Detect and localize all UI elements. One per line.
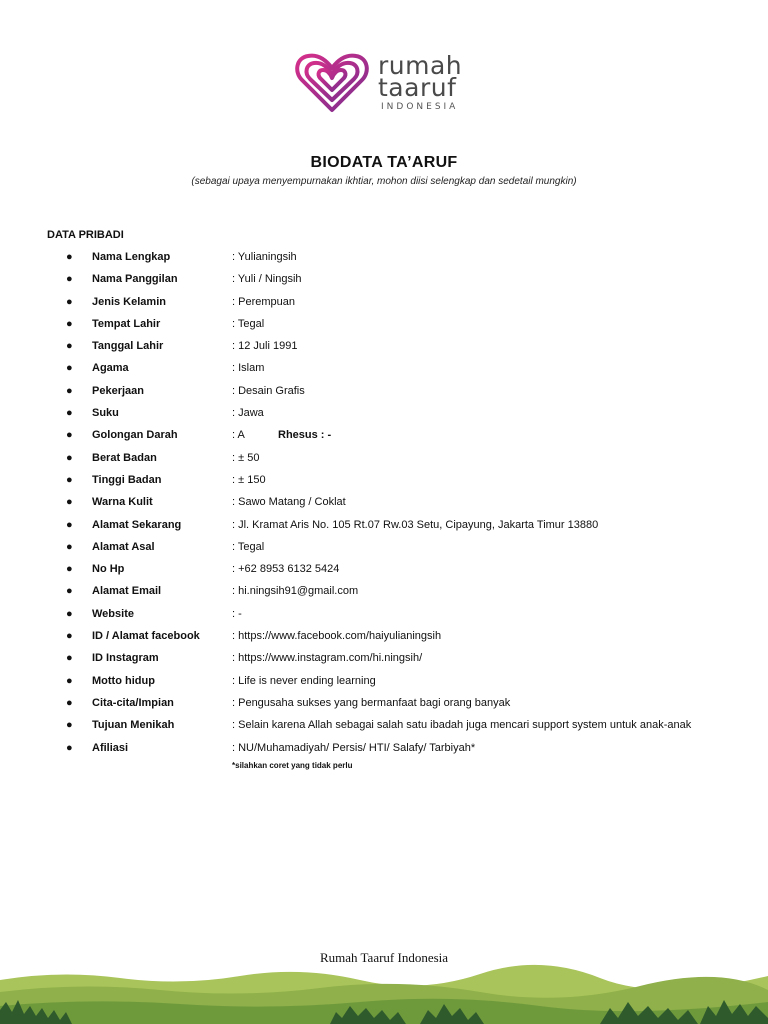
- bullet-icon: ●: [66, 585, 73, 598]
- bullet-icon: ●: [66, 741, 73, 754]
- logo: [294, 52, 462, 114]
- bullet-icon: ●: [66, 674, 73, 687]
- field-label: Pekerjaan: [92, 384, 144, 397]
- biodata-row: [0, 536, 768, 558]
- bullet-icon: ●: [66, 496, 73, 509]
- biodata-row: [0, 558, 768, 580]
- field-label: Tempat Lahir: [92, 317, 161, 330]
- field-value: : +62 8953 6132 5424: [232, 563, 340, 576]
- field-label: Tanggal Lahir: [92, 340, 164, 353]
- bullet-icon: ●: [66, 295, 73, 308]
- field-label: ID / Alamat facebook: [92, 630, 200, 643]
- strike-note: *silahkan coret yang tidak perlu: [232, 761, 353, 770]
- field-label: ID Instagram: [92, 652, 159, 665]
- document-title: BIODATA TA’ARUF: [310, 154, 458, 171]
- bullet-icon: ●: [66, 362, 73, 375]
- field-value: : -: [232, 607, 242, 620]
- field-value: : Islam: [232, 362, 265, 375]
- field-value: : NU/Muhamadiyah/ Persis/ HTI/ Salafy/ Tarbiyah*: [232, 741, 476, 754]
- document-subtitle: (sebagai upaya menyempurnakan ikhtiar, mohon diisi selengkap dan sedetail mungkin): [191, 176, 577, 187]
- field-value: : Yulianingsih: [232, 251, 297, 263]
- field-label: Alamat Email: [92, 585, 162, 598]
- field-value: : Jl. Kramat Aris No. 105 Rt.07 Rw.03 Setu, Cipayung, Jakarta Timur 13880: [232, 518, 599, 531]
- footer-text: Rumah Taaruf Indonesia: [319, 950, 449, 965]
- field-label: Tinggi Badan: [92, 473, 162, 486]
- field-value: : https://www.instagram.com/hi.ningsih/: [232, 652, 423, 665]
- biodata-row: [0, 402, 768, 424]
- biodata-list: [0, 246, 768, 759]
- biodata-row: [0, 469, 768, 491]
- biodata-row: [0, 714, 768, 736]
- biodata-row: [0, 246, 768, 268]
- biodata-row: [0, 380, 768, 402]
- bullet-icon: ●: [66, 719, 73, 732]
- field-label: Website: [92, 607, 134, 620]
- field-value: : Sawo Matang / Coklat: [232, 496, 346, 509]
- field-label: Afiliasi: [92, 741, 129, 754]
- field-value: : hi.ningsih91@gmail.com: [232, 585, 359, 598]
- bullet-icon: ●: [66, 563, 73, 576]
- field-value: : Desain Grafis: [232, 384, 305, 397]
- bullet-icon: ●: [66, 340, 73, 353]
- biodata-row: [0, 424, 768, 446]
- biodata-row: [0, 291, 768, 313]
- biodata-row: [0, 692, 768, 714]
- field-label: Golongan Darah: [92, 429, 178, 442]
- field-value: : https://www.facebook.com/haiyulianingsih: [232, 630, 442, 643]
- field-label: Tujuan Menikah: [92, 719, 175, 732]
- biodata-row: [0, 447, 768, 469]
- field-label: No Hp: [92, 563, 125, 576]
- field-label: Suku: [92, 407, 119, 420]
- field-value: : ± 50: [232, 451, 260, 464]
- biodata-row: [0, 737, 768, 759]
- biodata-row: [0, 335, 768, 357]
- field-value: : Selain karena Allah sebagai salah satu ibadah juga mencari support system untuk anak-anak: [232, 719, 692, 732]
- field-label: Warna Kulit: [92, 496, 153, 509]
- logo-subtext: INDONESIA: [381, 101, 459, 112]
- field-label: Alamat Asal: [92, 540, 155, 553]
- field-value: : Life is never ending learning: [232, 674, 376, 687]
- field-label: Jenis Kelamin: [92, 295, 166, 308]
- biodata-row: [0, 268, 768, 290]
- field-value: : A: [232, 429, 245, 442]
- field-label: Nama Panggilan: [92, 273, 178, 286]
- bullet-icon: ●: [66, 451, 73, 464]
- bullet-icon: ●: [66, 607, 73, 620]
- bullet-icon: ●: [66, 540, 73, 553]
- bullet-icon: ●: [66, 518, 73, 531]
- bullet-icon: ●: [66, 407, 73, 420]
- field-value: : Perempuan: [232, 295, 295, 308]
- field-value: : 12 Juli 1991: [232, 340, 298, 353]
- biodata-row: [0, 670, 768, 692]
- biodata-row: [0, 647, 768, 669]
- field-label: Cita-cita/Impian: [92, 696, 174, 709]
- field-label: Agama: [92, 362, 129, 375]
- logo-word-taaruf: taaruf: [378, 72, 457, 102]
- field-label: Alamat Sekarang: [92, 518, 182, 531]
- biodata-row: [0, 514, 768, 536]
- heart-logo-icon: [294, 52, 370, 114]
- biodata-row: [0, 580, 768, 602]
- bullet-icon: ●: [66, 630, 73, 643]
- field-label: Motto hidup: [92, 674, 155, 687]
- bullet-icon: ●: [66, 317, 73, 330]
- bullet-icon: ●: [66, 652, 73, 665]
- biodata-row: [0, 603, 768, 625]
- bullet-icon: ●: [66, 273, 73, 286]
- field-value: : Yuli / Ningsih: [232, 273, 302, 286]
- rhesus-field: Rhesus : -: [278, 429, 332, 442]
- section-title-data-pribadi: DATA PRIBADI: [47, 229, 124, 241]
- field-value: : Pengusaha sukses yang bermanfaat bagi orang banyak: [232, 696, 511, 709]
- bullet-icon: ●: [66, 429, 73, 442]
- landscape-footer-illustration: [0, 962, 768, 1024]
- field-value: : ± 150: [232, 473, 266, 486]
- field-value: : Tegal: [232, 317, 265, 330]
- bullet-icon: ●: [66, 696, 73, 709]
- biodata-row: [0, 491, 768, 513]
- field-value: : Jawa: [232, 407, 264, 420]
- biodata-row: [0, 357, 768, 379]
- field-label: Nama Lengkap: [92, 251, 171, 263]
- field-label: Berat Badan: [92, 451, 157, 464]
- biodata-row: [0, 625, 768, 647]
- bullet-icon: ●: [66, 384, 73, 397]
- bullet-icon: ●: [66, 473, 73, 486]
- logo-word-rumah: rumah: [378, 50, 463, 80]
- field-value: : Tegal: [232, 540, 265, 553]
- logo-text: [378, 50, 463, 112]
- biodata-row: [0, 313, 768, 335]
- bullet-icon: ●: [66, 251, 73, 263]
